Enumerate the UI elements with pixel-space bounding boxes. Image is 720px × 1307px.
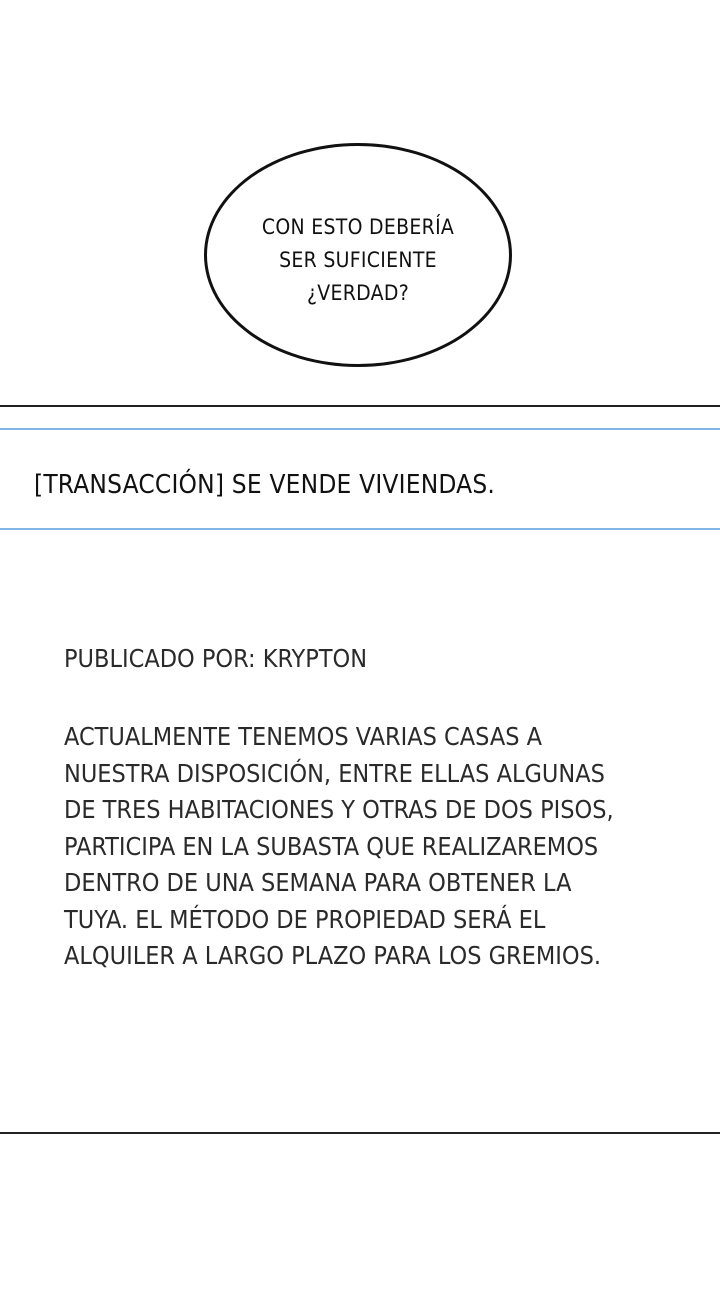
speech-line: CON ESTO DEBERÍA (261, 214, 455, 239)
post-body-line: TUYA. EL MÉTODO DE PROPIEDAD SERÁ EL (64, 904, 546, 934)
post-body (64, 719, 664, 975)
speech-line: SER SUFICIENTE (279, 247, 437, 272)
post-body-line: ACTUALMENTE TENEMOS VARIAS CASAS A (64, 722, 543, 751)
post-body-line: ALQUILER A LARGO PLAZO PARA LOS GREMIOS. (64, 941, 602, 970)
panel-border-bottom (0, 1132, 720, 1134)
post-title: [TRANSACCIÓN] SE VENDE VIVIENDAS. (34, 470, 496, 500)
post-author: PUBLICADO POR: KRYPTON (64, 644, 368, 673)
post-body-line: DE TRES HABITACIONES Y OTRAS DE DOS PISOS, (64, 795, 614, 824)
post-body-line: NUESTRA DISPOSICIÓN, ENTRE ELLAS ALGUNAS (64, 758, 605, 788)
speech-bubble-text (262, 211, 454, 310)
title-divider-top (0, 428, 720, 430)
speech-line: ¿VERDAD? (306, 280, 410, 305)
speech-bubble (204, 143, 512, 367)
title-divider-bottom (0, 528, 720, 530)
panel-border-top (0, 405, 720, 407)
post-body-line: PARTICIPA EN LA SUBASTA QUE REALIZAREMOS (64, 831, 599, 861)
post-body-line: DENTRO DE UNA SEMANA PARA OBTENER LA (64, 868, 572, 897)
